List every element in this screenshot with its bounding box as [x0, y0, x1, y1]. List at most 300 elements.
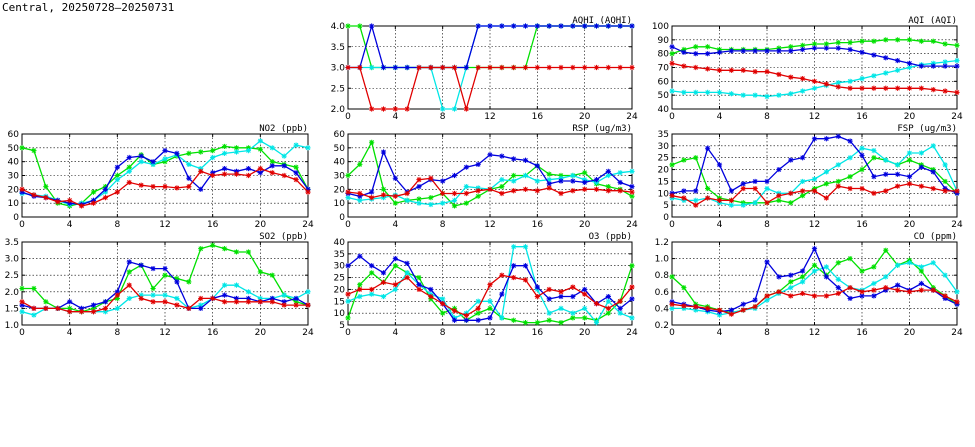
chart-panel-co	[655, 232, 963, 338]
y-tick-label: 60	[7, 130, 19, 140]
data-point	[270, 163, 275, 168]
data-point	[558, 294, 563, 299]
data-point	[127, 283, 132, 288]
data-point	[871, 155, 876, 160]
y-tick-label: 2.5	[4, 271, 19, 282]
data-point	[907, 150, 912, 155]
data-point	[381, 294, 386, 299]
data-point	[919, 281, 924, 286]
data-point	[535, 23, 540, 28]
data-point	[67, 309, 72, 314]
data-point	[907, 157, 912, 162]
data-point	[523, 158, 528, 163]
data-point	[150, 293, 155, 298]
data-point	[883, 86, 888, 91]
data-point	[705, 90, 710, 95]
data-point	[669, 193, 674, 198]
y-tick-label: 0	[663, 213, 669, 223]
data-point	[487, 282, 492, 287]
data-point	[405, 191, 410, 196]
x-tick-label: 8	[439, 220, 446, 230]
x-tick-label: 16	[531, 112, 544, 122]
y-tick-label: 15	[333, 297, 345, 308]
data-point	[416, 282, 421, 287]
data-point	[345, 263, 350, 268]
data-point	[764, 69, 769, 74]
data-point	[871, 293, 876, 298]
data-point	[812, 246, 817, 251]
data-point	[31, 286, 36, 291]
data-point	[836, 179, 841, 184]
data-point	[895, 263, 900, 268]
chart-panel-rsp	[334, 124, 638, 230]
data-point	[753, 179, 758, 184]
data-point	[499, 191, 504, 196]
y-tick-label: 10	[333, 309, 345, 320]
data-point	[464, 201, 469, 206]
panel-title-no2: NO2 (ppb)	[259, 124, 308, 134]
data-point	[305, 190, 310, 195]
data-point	[883, 285, 888, 290]
data-point	[150, 299, 155, 304]
data-point	[883, 37, 888, 42]
data-point	[836, 84, 841, 89]
data-point	[705, 306, 710, 311]
y-tick-label: 4.0	[330, 22, 345, 32]
y-tick-label: 3.5	[4, 238, 19, 248]
data-point	[669, 162, 674, 167]
data-point	[186, 162, 191, 167]
chart-panel-no2	[8, 124, 314, 230]
data-point	[174, 279, 179, 284]
data-point	[812, 46, 817, 51]
data-point	[848, 40, 853, 45]
data-point	[91, 302, 96, 307]
data-point	[800, 188, 805, 193]
x-tick-label: 0	[669, 112, 675, 122]
data-point	[931, 169, 936, 174]
data-point	[91, 309, 96, 314]
x-tick-label: 12	[159, 328, 171, 338]
data-point	[883, 70, 888, 75]
data-point	[931, 39, 936, 44]
data-point	[836, 184, 841, 189]
data-point	[824, 181, 829, 186]
data-point	[535, 65, 540, 70]
data-point	[345, 23, 350, 28]
data-point	[693, 198, 698, 203]
x-tick-label: 12	[808, 328, 821, 338]
data-point	[943, 293, 948, 298]
data-point	[31, 192, 36, 197]
y-tick-label: 35	[333, 249, 345, 260]
y-tick-label: 2.0	[4, 287, 19, 298]
data-point	[547, 65, 552, 70]
y-tick-label: 3.0	[330, 63, 345, 74]
data-point	[943, 88, 948, 93]
data-point	[859, 146, 864, 151]
x-tick-label: 12	[159, 220, 171, 230]
data-point	[43, 299, 48, 304]
y-tick-label: 70	[657, 63, 669, 74]
data-point	[222, 144, 227, 149]
data-point	[954, 64, 959, 69]
data-point	[943, 64, 948, 69]
y-tick-label: 10	[333, 199, 345, 210]
data-point	[150, 266, 155, 271]
data-point	[535, 284, 540, 289]
data-point	[174, 185, 179, 190]
data-point	[717, 307, 722, 312]
data-point	[741, 68, 746, 73]
data-point	[669, 51, 674, 56]
page-title: Central, 20250728–20250731	[2, 1, 175, 14]
data-point	[476, 299, 481, 304]
y-tick-label: 3.0	[4, 254, 19, 265]
y-tick-label: 10	[7, 199, 19, 210]
data-point	[919, 64, 924, 69]
data-point	[776, 167, 781, 172]
x-tick-label: 16	[531, 328, 544, 338]
x-tick-label: 0	[669, 328, 675, 338]
data-point	[452, 106, 457, 111]
data-point	[859, 186, 864, 191]
data-point	[162, 184, 167, 189]
data-point	[883, 188, 888, 193]
x-tick-label: 4	[716, 220, 723, 230]
data-point	[693, 44, 698, 49]
data-point	[776, 48, 781, 53]
y-tick-label: 50	[7, 143, 19, 154]
data-point	[859, 76, 864, 81]
data-point	[883, 172, 888, 177]
y-tick-label: 60	[333, 130, 345, 140]
data-point	[693, 51, 698, 56]
data-point	[919, 165, 924, 170]
data-point	[511, 156, 516, 161]
data-point	[31, 306, 36, 311]
data-point	[393, 201, 398, 206]
y-tick-label: 2.0	[330, 105, 345, 115]
data-point	[67, 198, 72, 203]
data-point	[210, 243, 215, 248]
data-point	[246, 148, 251, 153]
data-point	[582, 65, 587, 70]
y-tick-label: 90	[657, 35, 669, 46]
y-tick-label: 0	[13, 213, 19, 223]
data-point	[150, 159, 155, 164]
data-point	[629, 284, 634, 289]
data-point	[381, 270, 386, 275]
data-point	[895, 86, 900, 91]
data-point	[848, 47, 853, 52]
data-point	[19, 145, 24, 150]
data-point	[693, 65, 698, 70]
data-point	[19, 299, 24, 304]
data-point	[440, 191, 445, 196]
data-point	[357, 282, 362, 287]
data-point	[162, 266, 167, 271]
data-point	[629, 184, 634, 189]
data-point	[606, 169, 611, 174]
data-point	[222, 172, 227, 177]
data-point	[729, 312, 734, 317]
data-point	[907, 61, 912, 66]
panel-title-so2: SO2 (ppb)	[259, 232, 308, 242]
data-point	[693, 304, 698, 309]
data-point	[19, 286, 24, 291]
data-point	[848, 296, 853, 301]
data-point	[907, 174, 912, 179]
data-point	[547, 287, 552, 292]
y-tick-label: 50	[657, 91, 669, 102]
data-point	[393, 256, 398, 261]
data-point	[895, 58, 900, 63]
data-point	[570, 173, 575, 178]
data-point	[859, 153, 864, 158]
data-point	[824, 195, 829, 200]
data-point	[570, 65, 575, 70]
data-point	[931, 288, 936, 293]
x-tick-label: 24	[626, 112, 638, 122]
data-point	[43, 306, 48, 311]
data-point	[570, 178, 575, 183]
data-point	[871, 174, 876, 179]
data-point	[547, 172, 552, 177]
data-point	[234, 249, 239, 254]
data-point	[836, 46, 841, 51]
data-point	[523, 263, 528, 268]
data-point	[729, 188, 734, 193]
x-tick-label: 24	[302, 220, 314, 230]
data-point	[741, 302, 746, 307]
data-point	[198, 149, 203, 154]
data-point	[705, 195, 710, 200]
data-point	[357, 23, 362, 28]
data-point	[812, 79, 817, 84]
data-point	[895, 37, 900, 42]
data-point	[606, 306, 611, 311]
data-point	[464, 318, 469, 323]
data-point	[836, 291, 841, 296]
data-point	[871, 191, 876, 196]
data-point	[369, 106, 374, 111]
data-point	[357, 254, 362, 259]
data-point	[558, 306, 563, 311]
data-point	[499, 177, 504, 182]
data-point	[464, 313, 469, 318]
x-tick-label: 12	[484, 220, 496, 230]
data-point	[883, 248, 888, 253]
y-tick-label: 40	[7, 157, 19, 168]
data-point	[753, 48, 758, 53]
chart-panel-so2	[5, 232, 314, 338]
data-point	[741, 48, 746, 53]
data-point	[416, 275, 421, 280]
data-point	[369, 23, 374, 28]
data-point	[19, 187, 24, 192]
data-point	[788, 48, 793, 53]
data-point	[476, 23, 481, 28]
data-point	[729, 68, 734, 73]
data-point	[836, 134, 841, 139]
y-tick-label: 0.8	[654, 271, 669, 282]
data-point	[79, 203, 84, 208]
data-point	[871, 264, 876, 269]
data-point	[800, 155, 805, 160]
data-point	[139, 183, 144, 188]
data-point	[139, 263, 144, 268]
panel-title-rsp: RSP (ug/m3)	[572, 124, 632, 134]
y-tick-label: 40	[333, 238, 345, 248]
data-point	[594, 301, 599, 306]
y-tick-label: 5	[663, 201, 669, 212]
data-point	[405, 106, 410, 111]
data-point	[115, 190, 120, 195]
data-point	[523, 187, 528, 192]
data-point	[305, 145, 310, 150]
data-point	[954, 188, 959, 193]
y-tick-label: 1.5	[4, 304, 19, 315]
data-point	[405, 198, 410, 203]
data-point	[871, 73, 876, 78]
data-point	[729, 91, 734, 96]
x-tick-label: 24	[626, 328, 638, 338]
data-point	[428, 195, 433, 200]
panel-title-aqi: AQI (AQI)	[908, 16, 957, 26]
data-point	[464, 191, 469, 196]
data-point	[681, 195, 686, 200]
data-point	[812, 268, 817, 273]
data-point	[43, 184, 48, 189]
data-point	[345, 173, 350, 178]
data-point	[943, 188, 948, 193]
x-tick-label: 0	[19, 328, 25, 338]
x-tick-label: 4	[66, 328, 73, 338]
data-point	[511, 65, 516, 70]
data-point	[523, 23, 528, 28]
data-point	[440, 201, 445, 206]
data-point	[764, 293, 769, 298]
data-point	[717, 50, 722, 55]
data-point	[440, 311, 445, 316]
data-point	[693, 155, 698, 160]
data-point	[139, 159, 144, 164]
y-tick-label: 15	[657, 177, 669, 188]
data-point	[558, 65, 563, 70]
x-tick-label: 4	[392, 328, 399, 338]
data-point	[115, 165, 120, 170]
data-point	[476, 318, 481, 323]
x-tick-label: 16	[856, 112, 868, 122]
data-point	[293, 165, 298, 170]
data-point	[115, 177, 120, 182]
data-point	[270, 145, 275, 150]
data-point	[788, 157, 793, 162]
chart-panel-aqi	[652, 16, 963, 122]
data-point	[511, 318, 516, 323]
data-point	[848, 174, 853, 179]
x-tick-label: 12	[808, 220, 821, 230]
data-point	[824, 274, 829, 279]
data-point	[943, 41, 948, 46]
data-point	[776, 198, 781, 203]
data-point	[293, 170, 298, 175]
data-point	[871, 281, 876, 286]
data-point	[558, 191, 563, 196]
data-point	[848, 86, 853, 91]
data-point	[812, 293, 817, 298]
data-point	[464, 106, 469, 111]
x-tick-label: 8	[764, 112, 770, 122]
data-point	[919, 264, 924, 269]
data-point	[162, 156, 167, 161]
data-point	[919, 39, 924, 44]
data-point	[186, 151, 191, 156]
x-tick-label: 8	[764, 328, 770, 338]
y-tick-label: 2.5	[330, 84, 345, 95]
data-point	[440, 106, 445, 111]
data-point	[681, 90, 686, 95]
data-point	[618, 65, 623, 70]
x-tick-label: 16	[206, 328, 219, 338]
data-point	[162, 299, 167, 304]
data-point	[570, 188, 575, 193]
data-point	[186, 184, 191, 189]
data-point	[210, 148, 215, 153]
x-tick-label: 4	[716, 112, 723, 122]
data-point	[954, 90, 959, 95]
data-point	[103, 306, 108, 311]
y-tick-label: 1.0	[4, 321, 19, 331]
data-point	[681, 285, 686, 290]
data-point	[234, 172, 239, 177]
data-point	[487, 187, 492, 192]
data-point	[570, 294, 575, 299]
x-tick-label: 20	[254, 328, 267, 338]
data-point	[305, 302, 310, 307]
data-point	[476, 194, 481, 199]
data-point	[234, 299, 239, 304]
data-point	[150, 184, 155, 189]
x-tick-label: 8	[439, 112, 446, 122]
data-point	[954, 289, 959, 294]
data-point	[919, 150, 924, 155]
data-point	[293, 177, 298, 182]
data-point	[788, 191, 793, 196]
data-point	[753, 69, 758, 74]
x-tick-label: 24	[951, 220, 963, 230]
data-point	[594, 177, 599, 182]
data-point	[582, 187, 587, 192]
data-point	[824, 293, 829, 298]
x-tick-label: 16	[856, 220, 868, 230]
data-point	[393, 263, 398, 268]
data-point	[428, 287, 433, 292]
series-line	[672, 146, 957, 205]
data-point	[345, 299, 350, 304]
data-point	[836, 260, 841, 265]
data-point	[871, 288, 876, 293]
data-point	[174, 296, 179, 301]
data-point	[162, 148, 167, 153]
data-point	[776, 193, 781, 198]
data-point	[369, 287, 374, 292]
data-point	[31, 148, 36, 153]
data-point	[115, 306, 120, 311]
y-tick-label: 50	[333, 143, 345, 154]
data-point	[511, 188, 516, 193]
